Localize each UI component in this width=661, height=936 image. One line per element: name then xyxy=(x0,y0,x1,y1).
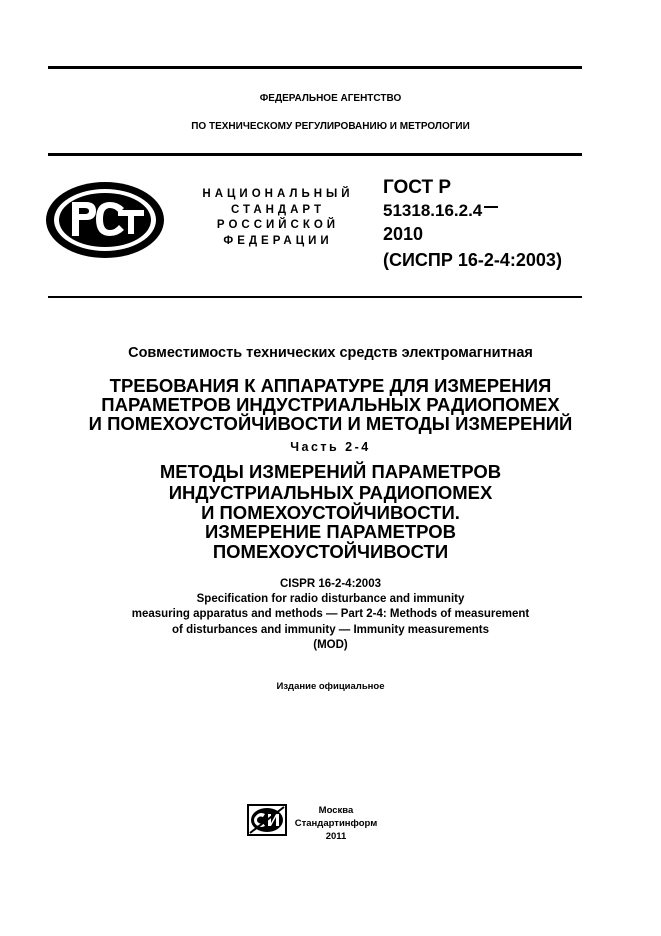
standartinform-logo xyxy=(247,804,287,836)
gost-dash xyxy=(484,206,498,208)
part-title-line-5: ПОМЕХОУСТОЙЧИВОСТИ xyxy=(212,541,449,562)
agency-line-1: ФЕДЕРАЛЬНОЕ АГЕНТСТВО xyxy=(259,93,402,104)
english-line-3: measuring apparatus and methods — Part 2-4: Methods of measurement xyxy=(131,608,530,620)
national-line-2: СТАНДАРТ xyxy=(231,203,325,216)
main-title-line-2: ПАРАМЕТРОВ ИНДУСТРИАЛЬНЫХ РАДИОПОМЕХ xyxy=(101,394,560,415)
part-title-line-3: И ПОМЕХОУСТОЙЧИВОСТИ. xyxy=(201,502,460,523)
english-line-1: CISPR 16-2-4:2003 xyxy=(280,578,381,590)
cispr-reference: (СИСПР 16-2-4:2003) xyxy=(383,250,562,270)
publisher-info xyxy=(291,804,381,843)
agency-bottom-rule xyxy=(48,153,582,156)
subtitle: Совместимость технических средств электромагнитная xyxy=(128,345,533,361)
rst-logo xyxy=(44,180,166,260)
national-line-3: РОССИЙСКОЙ xyxy=(216,219,340,231)
national-standard-label xyxy=(188,187,368,249)
publisher-year: 2011 xyxy=(325,831,347,842)
part-label: Часть 2-4 xyxy=(290,440,371,454)
english-line-4: of disturbances and immunity — Immunity measurements xyxy=(172,624,489,636)
gost-designation xyxy=(383,176,562,271)
edition-label: Издание официальное xyxy=(276,681,385,692)
publisher-name: Стандартинформ xyxy=(294,818,378,829)
agency-line-2: ПО ТЕХНИЧЕСКОМУ РЕГУЛИРОВАНИЮ И МЕТРОЛОГИИ xyxy=(191,121,470,132)
gost-number: 51318.16.2.4 xyxy=(383,201,483,220)
national-line-1: НАЦИОНАЛЬНЫЙ xyxy=(202,188,354,200)
part-title-line-4: ИЗМЕРЕНИЕ ПАРАМЕТРОВ xyxy=(204,521,457,542)
gost-label: ГОСТ Р xyxy=(383,177,452,198)
standard-block-rule xyxy=(48,296,582,298)
main-title-line-1: ТРЕБОВАНИЯ К АППАРАТУРЕ ДЛЯ ИЗМЕРЕНИЯ xyxy=(109,375,552,396)
main-title-line-3: И ПОМЕХОУСТОЙЧИВОСТИ И МЕТОДЫ ИЗМЕРЕНИЙ xyxy=(88,413,573,434)
part-title-line-1: МЕТОДЫ ИЗМЕРЕНИЙ ПАРАМЕТРОВ xyxy=(159,461,502,482)
english-line-2: Specification for radio disturbance and immunity xyxy=(196,593,465,605)
national-line-4: ФЕДЕРАЦИИ xyxy=(223,234,333,247)
part-title-line-2: ИНДУСТРИАЛЬНЫХ РАДИОПОМЕХ xyxy=(168,482,493,503)
top-rule xyxy=(48,66,582,69)
gost-year: 2010 xyxy=(383,224,424,244)
publisher-city: Москва xyxy=(318,805,354,816)
english-line-5: (MOD) xyxy=(313,639,348,651)
